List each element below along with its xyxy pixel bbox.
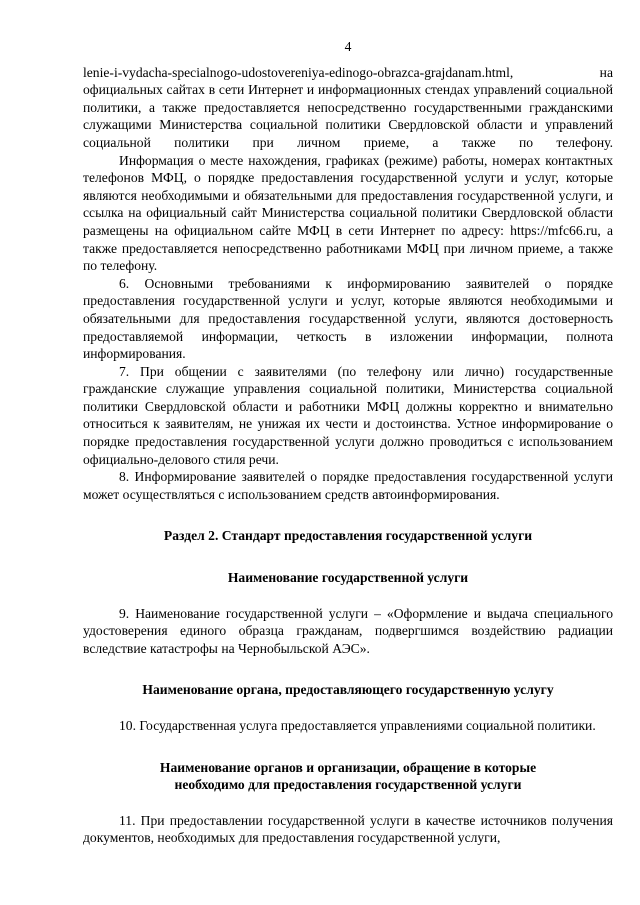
paragraph-9: 9. Наименование государственной услуги – «Оформление и выдача специального удостоверения единого образца гражданам, подвергшимся воздействию радиации вследствие катастрофы на Чернобыльской АЭС». (83, 605, 613, 656)
paragraph-6: 6. Основными требованиями к информированию заявителей о порядке предоставления государственной услуги и услуг, которые являются необходимыми и обязательными для предоставления государственной услуги, являются достоверность предоставляемой информации, четкость в изложении информации, полнота информирования. (83, 275, 613, 362)
section-title: Раздел 2. Стандарт предоставления государственной услуги (163, 528, 533, 544)
heading-organ: Наименование органа, предоставляющего государственную услугу (142, 682, 554, 698)
paragraph-continuation: lenie-i-vydacha-specialnogo-udostovereniya-edinogo-obrazca-grajdanam.html, на официальных сайтах в сети Интернет и информационных стендах управлений социальной политики, а также предоставляется непосредственно государственными гражданскими служащими Министерства социальной политики Свердловской области и управлений социальной политики при личном приеме, а также по телефону. (83, 64, 613, 150)
heading-organizations-line1: Наименование органов и организации, обращение в которые (159, 759, 537, 775)
heading-service-name: Наименование государственной услуги (227, 570, 469, 586)
paragraph-10: 10. Государственная услуга предоставляется управлениями социальной политики. (119, 718, 596, 733)
page-number: 4 (344, 39, 352, 54)
heading-organizations-line2: необходимо для предоставления государственной услуги (174, 777, 522, 793)
paragraph-11: 11. При предоставлении государственной услуги в качестве источников получения документов, необходимых для предоставления государственной услуги, (83, 812, 613, 846)
paragraph-7: 7. При общении с заявителями (по телефону или лично) государственные гражданские служащие управления социальной политики, Министерства социальной политики Свердловской области и работники МФЦ должны корректно и внимательно относиться к заявителям, не унижая их чести и достоинства. Устное информирование о порядке предоставления государственной услуги должно проводиться с использованием официально-делового стиля речи. (83, 363, 613, 467)
paragraph-mfc-info: Информация о месте нахождения, графиках (режиме) работы, номерах контактных телефонов МФЦ, о порядке предоставления государственной услуги и услуг, которые являются необходимыми и обязательными для предоставления государственной услуги, и ссылка на официальный сайт Министерства социальной политики Свердловской области размещены на официальном сайте МФЦ в сети Интернет по адресу: https://mfc66.ru, а также предоставляется непосредственно работниками МФЦ при личном приеме, а также по телефону. (83, 152, 613, 274)
paragraph-8: 8. Информирование заявителей о порядке предоставления государственной услуги может осуществляться с использованием средств автоинформирования. (83, 469, 613, 502)
heading-organizations (83, 759, 613, 794)
